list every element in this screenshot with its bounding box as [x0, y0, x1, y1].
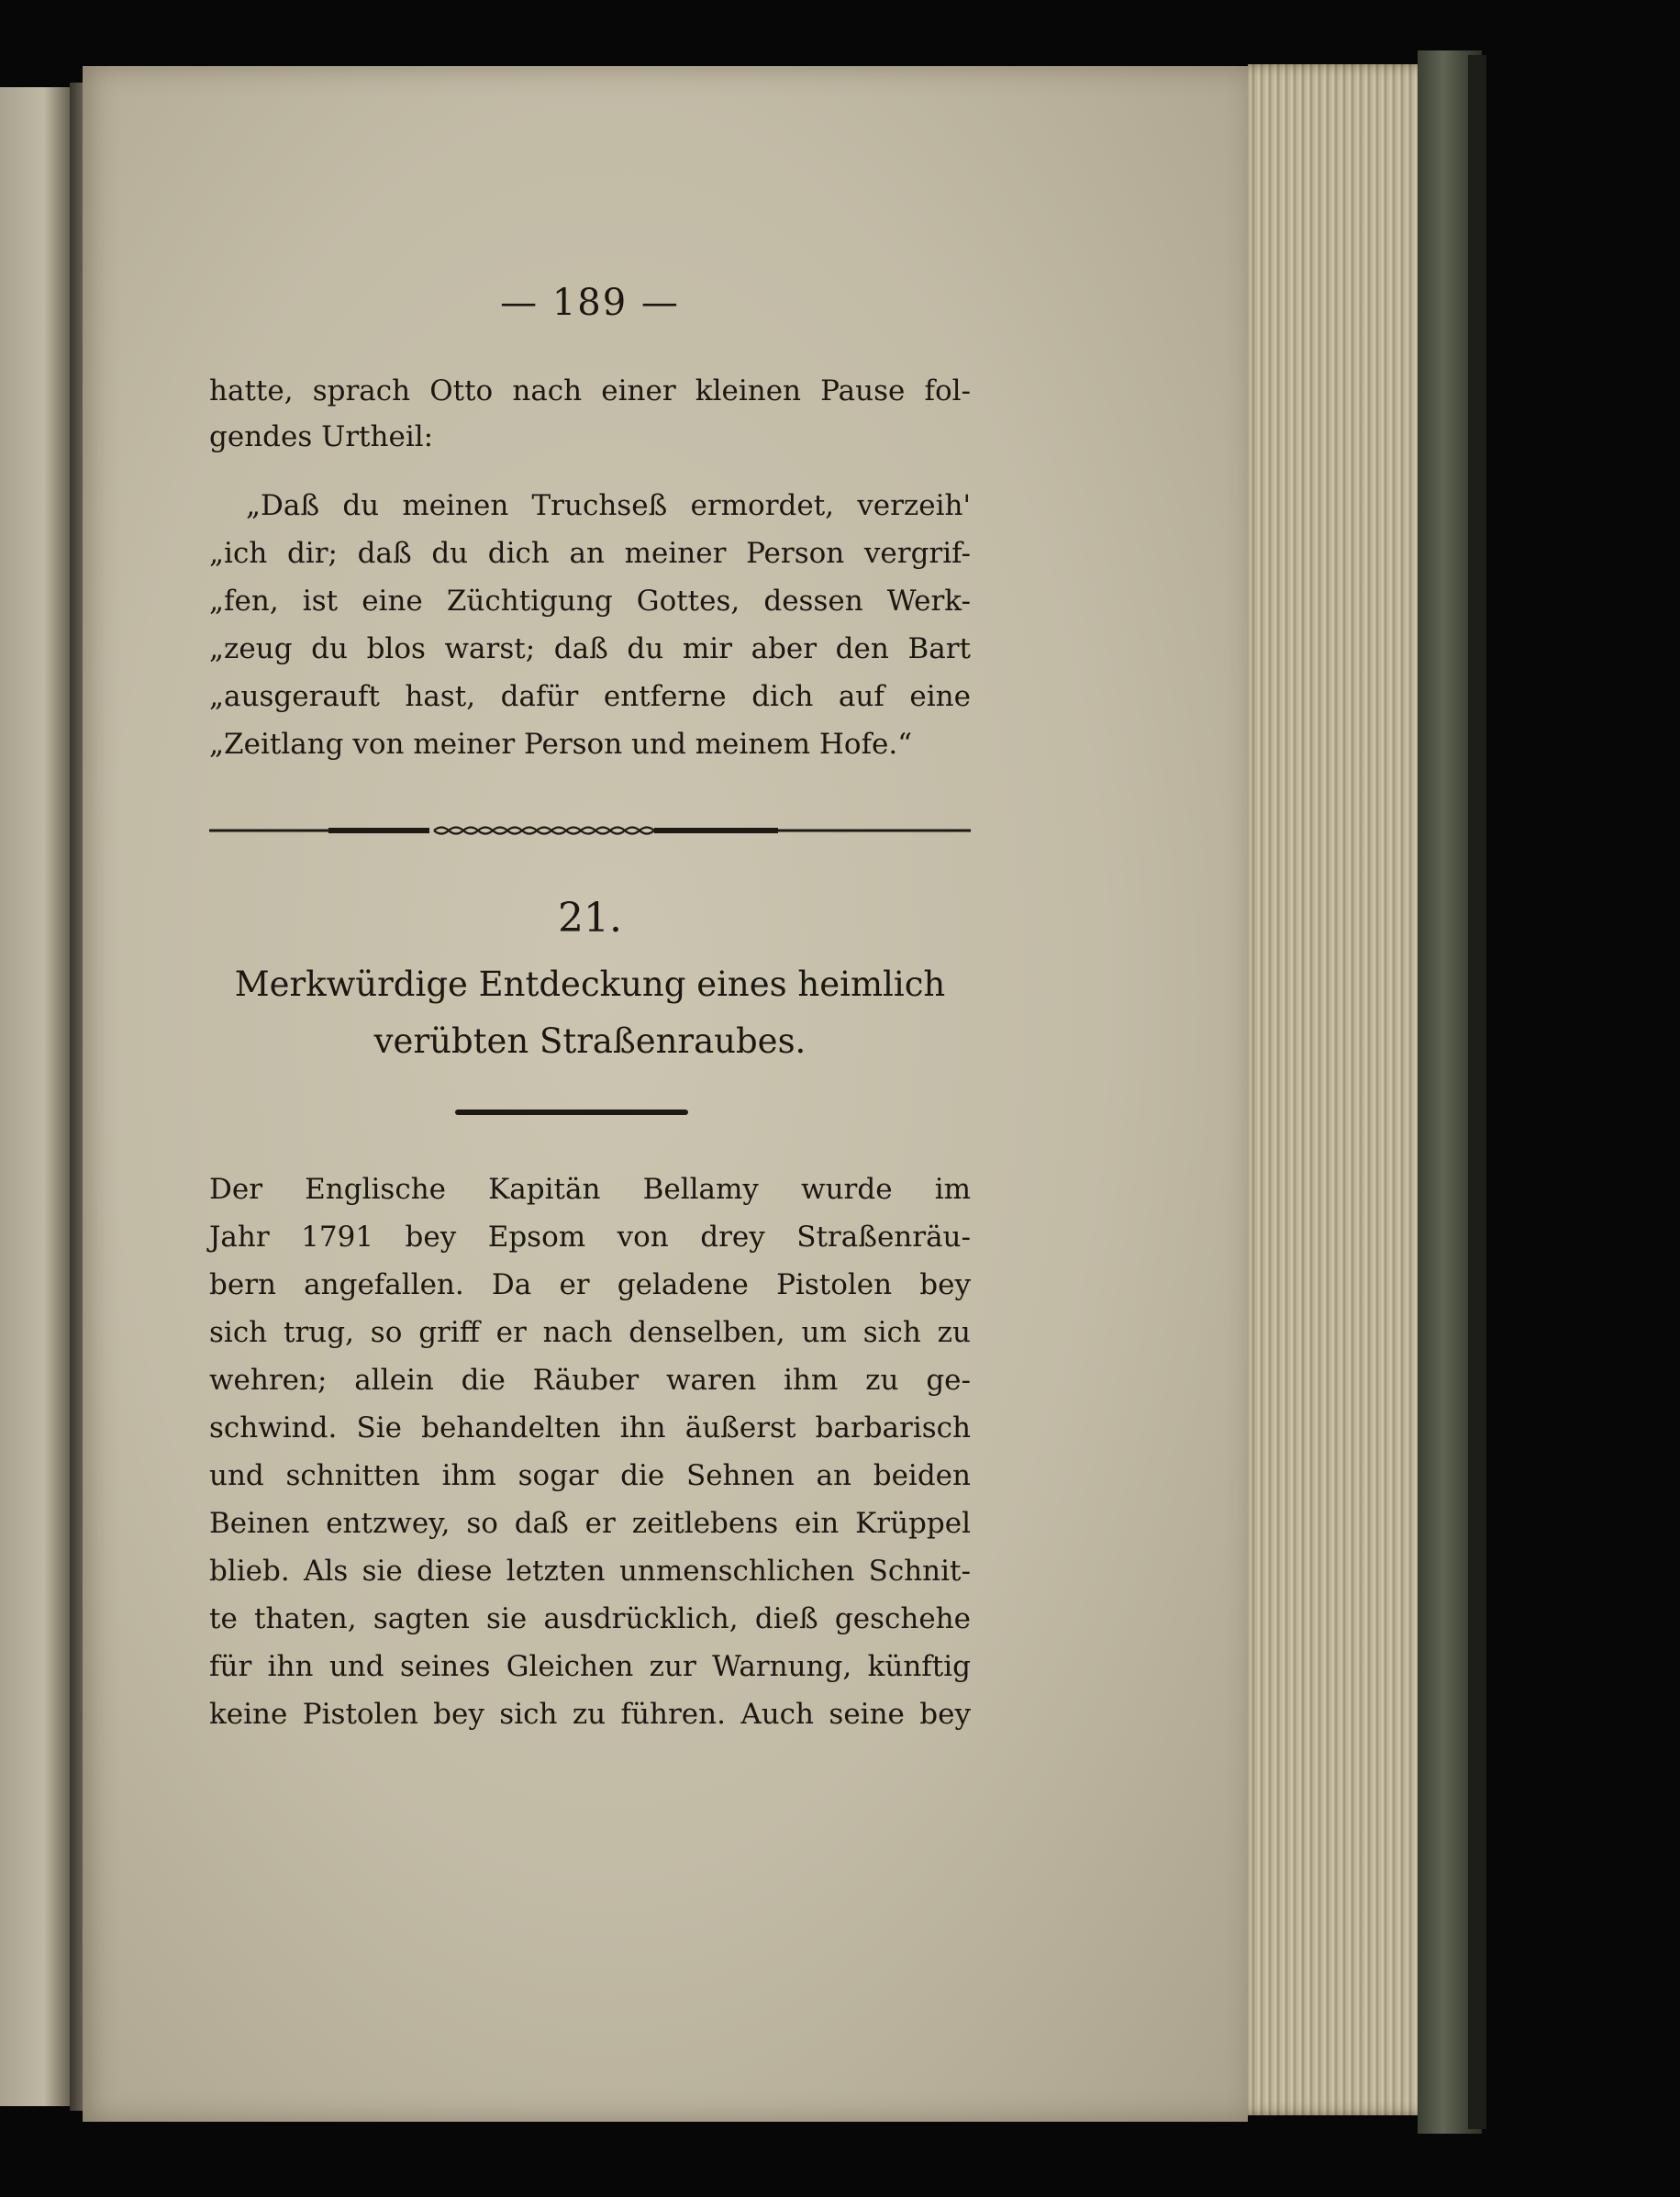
ornamental-divider: [209, 823, 971, 838]
body-line: Beinen entzwey, so daß er zeitlebens ein Krüppel: [209, 1507, 971, 1540]
body-line: te thaten, sagten sie ausdrücklich, dieß geschehe: [209, 1602, 971, 1635]
body-line: Jahr 1791 bey Epsom von drey Straßenräu-: [209, 1221, 971, 1254]
book-cover-edge: [1468, 55, 1486, 2129]
body-line: und schnitten ihm sogar die Sehnen an beiden: [209, 1459, 971, 1492]
quote-line: „Zeitlang von meiner Person und meinem Hofe.“: [209, 728, 913, 761]
body-line: sich trug, so griff er nach denselben, um sich zu: [209, 1316, 971, 1349]
quote-line: „ich dir; daß du dich an meiner Person vergrif-: [209, 537, 971, 570]
title-underline: [455, 1110, 688, 1115]
body-line: für ihn und seines Gleichen zur Warnung, künftig: [209, 1650, 971, 1683]
body-line: bern angefallen. Da er geladene Pistolen bey: [209, 1268, 971, 1301]
page-block-edges: [1248, 64, 1441, 2115]
quote-line: „Daß du meinen Truchseß ermordet, verzeih': [246, 489, 971, 522]
body-line: Der Englische Kapitän Bellamy wurde im: [209, 1173, 971, 1206]
text-line: gendes Urtheil:: [209, 420, 434, 453]
body-line: keine Pistolen bey sich zu führen. Auch seine bey: [209, 1698, 971, 1731]
section-title: Merkwürdige Entdeckung eines heimlich: [234, 965, 946, 1004]
section-number: 21.: [558, 895, 622, 942]
facing-page-edge: [0, 87, 73, 2106]
body-line: wehren; allein die Räuber waren ihm zu ge-: [209, 1364, 971, 1397]
quote-line: „zeug du blos warst; daß du mir aber den Bart: [209, 632, 971, 665]
page-number: — 189 —: [500, 282, 680, 324]
section-title: verübten Straßenraubes.: [373, 1021, 807, 1061]
body-line: blieb. Als sie diese letzten unmenschlichen Schnit-: [209, 1555, 971, 1588]
quote-line: „ausgerauft hast, dafür entferne dich auf eine: [209, 680, 971, 713]
body-line: schwind. Sie behandelten ihn äußerst barbarisch: [209, 1411, 971, 1444]
text-line: hatte, sprach Otto nach einer kleinen Pause fol-: [209, 374, 971, 407]
quote-line: „fen, ist eine Züchtigung Gottes, dessen Werk-: [209, 585, 971, 618]
